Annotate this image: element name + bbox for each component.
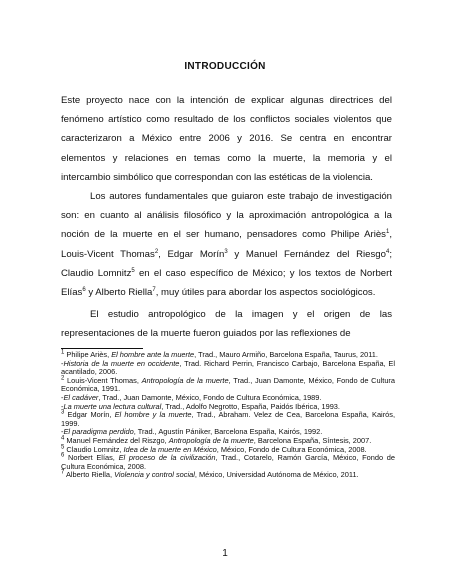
footnote-text: , Trad., Adolfo Negrotto, España, Paidós Ibérica, 1993. [161,401,340,411]
footnotes [61,351,395,480]
footnote-1b [61,360,395,377]
footnote-ref-5: 5 [131,267,135,274]
footnote-number: 2 [61,375,65,382]
footnote-text: , Trad., Abraham. Velez de Cea, Barcelona España, Kairós, 1999. [61,410,396,428]
footnote-text: , Trad., Agustín Pániker, Barcelona España, Kairós, 1992. [133,427,323,437]
paragraph-2-segment: y Manuel Fernández del Riesgo [227,248,386,260]
footnote-title: El proceso de la civilización [118,453,216,463]
footnote-6 [61,454,395,471]
footnote-text: , México, Universidad Autónoma de México, 2011. [194,470,359,480]
body-paragraph-3 [61,305,392,343]
footnote-title: El hombre ante la muerte [111,350,195,359]
paragraph-3-text: El estudio antropológico de la imagen y el origen de las representaciones de la muerte fueron guiados por las reflexiones de [61,309,392,340]
paragraph-2-text [61,187,392,302]
paragraph-1-text: Este proyecto nace con la intención de explicar algunas directrices del fenómeno artístico como resultado de los conflictos sociales violentos que caracterizaron a México entre 2006 y 2016. Se centra en encontrar elementos y relaciones en temas como la muerte, la memoria y el intercambio simbólico que correspondan con las estéticas de la violencia. [61,95,392,183]
footnote-text: - [61,427,64,437]
footnote-text: - [61,358,64,368]
paragraph-2-segment: , Louis-Vicent Thomas [61,229,392,260]
page-number: 1 [222,548,228,559]
paragraph-2-segment: ; Claudio Lomnitz [61,248,392,279]
footnote-title: El paradigma perdido [63,427,134,437]
footnote-text: , Trad. Richard Perrin, Francisco Carbajo, Barcelona España, El acantilado, 2006. [61,358,395,377]
footnote-title: Idea de la muerte en México [123,444,217,454]
body-paragraph-1 [61,91,392,187]
paragraph-2-segment: Los autores fundamentales que guiaron este trabajo de investigación son: en cuanto al análisis filosófico y la aproximación antropológica a la noción de la muerte en el ser humano, pensadores como Philipe Ariès [61,191,392,241]
footnote-title: La muerte una lectura cultural [63,401,162,411]
footnote-7 [61,471,395,480]
paragraph-2-segment: , muy útiles para abordar los aspectos sociológicos. [155,287,376,299]
footnote-ref-6: 6 [82,286,86,293]
footnote-ref-3: 3 [224,248,228,255]
footnote-text: Alberto Riella, [64,470,115,480]
paragraph-2-segment: en el caso específico de México; y los textos de Norbert Elías [61,267,392,299]
footnote-title: El hombre y la muerte [114,410,192,420]
footnote-number: 7 [61,469,65,476]
paragraph-2-segment: y Alberto Riella [85,287,153,299]
footnote-text: Manuel Fernández del Riszgo, [64,435,169,445]
footnote-text: - [61,392,64,402]
footnote-divider [61,348,143,349]
footnote-text: , Barcelona España, Síntesis, 2007. [253,435,372,445]
footnote-number: 3 [61,409,65,416]
footnote-text: , Trad., Juan Damonte, México, Fondo de Cultura Económica, 1989. [98,392,322,402]
footnote-text: Edgar Morín, [64,410,115,420]
footnote-text: , Trad., Cotarelo, Ramón García, México, Fondo de Cultura Económica, 2008. [61,453,395,471]
footnote-ref-2: 2 [154,248,159,255]
footnote-ref-1: 1 [385,229,390,236]
footnote-text: Norbert Elías, [64,453,119,463]
footnote-text: - [61,401,64,411]
footnote-ref-7: 7 [152,286,156,293]
footnote-text: , Trad., Juan Damonte, México, Fondo de Cultura Económica, 1991. [61,375,395,394]
footnote-title: Violencia y control social [114,470,195,480]
footnote-ref-4: 4 [385,248,390,255]
footnote-text: Philipe Ariès, [64,350,112,359]
footnote-text: , México, Fondo de Cultura Económica, 2008. [216,444,367,454]
footnote-number: 6 [61,452,65,459]
body-paragraph-2 [61,187,392,302]
footnote-2 [61,377,395,394]
footnote-title: Antropología de la muerte [141,375,229,385]
footnote-title: El cadáver [63,392,99,402]
footnote-number: 5 [61,444,65,451]
footnote-3 [61,411,395,428]
footnote-text: , Trad., Mauro Armiño, Barcelona España, Taurus, 2011. [194,350,378,359]
footnote-title: Antropología de la muerte [168,435,254,445]
footnote-title: Historia de la muerte en occidente [63,358,180,368]
footnote-number: 1 [61,349,65,356]
footnote-number: 4 [61,435,65,442]
paragraph-2-segment: , Edgar Morín [158,248,225,260]
footnote-text: Louis-Vicent Thomas, [64,375,142,385]
footnote-text: Claudio Lomnitz, [64,444,124,454]
page-title: INTRODUCCIÓN [184,61,266,72]
